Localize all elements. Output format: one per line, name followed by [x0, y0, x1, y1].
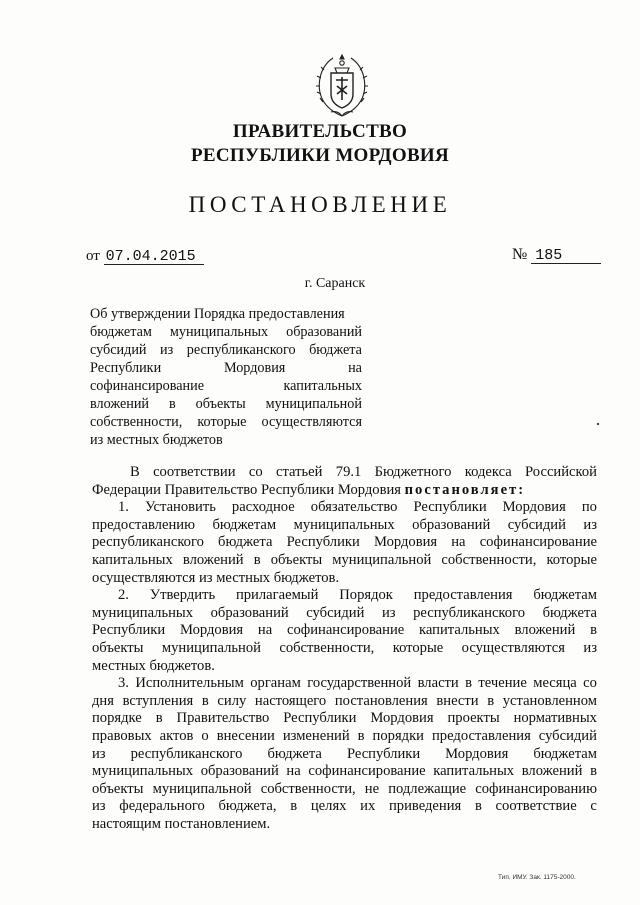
- word: муниципальной: [152, 780, 252, 797]
- word: Республики: [283, 710, 357, 727]
- word: из: [160, 342, 174, 358]
- word: их: [360, 798, 376, 815]
- body-line: [92, 746, 597, 764]
- word: внести: [436, 692, 479, 709]
- word: Правительство: [176, 710, 270, 727]
- word: в: [169, 396, 176, 412]
- word: которые: [546, 551, 597, 568]
- word: на: [451, 534, 466, 551]
- word: бюджета,: [218, 798, 277, 815]
- word: Установить: [144, 499, 216, 516]
- word: муниципальных: [169, 324, 269, 340]
- word: 2.: [118, 587, 129, 604]
- word: федерального: [119, 798, 205, 815]
- word: Исполнительным: [135, 675, 244, 692]
- document-body: [92, 464, 597, 833]
- word: в: [487, 692, 495, 709]
- word: собственности,: [441, 551, 537, 568]
- word: софинансирование: [286, 622, 405, 639]
- body-line: [92, 622, 597, 640]
- print-mark: Тип. ИМУ. Зак. 1175-2000.: [498, 874, 576, 881]
- number-prefix: №: [512, 246, 528, 263]
- document-number: [512, 246, 601, 264]
- word: Республики: [286, 534, 360, 551]
- number-value: 185: [531, 249, 601, 264]
- body-line: [92, 552, 597, 570]
- word: соответствии: [153, 464, 236, 480]
- preamble-line: [92, 482, 597, 500]
- word: капитальных: [92, 551, 173, 568]
- word: республиканского: [186, 342, 296, 358]
- word: субсидий: [90, 342, 147, 358]
- date-value: 07.04.2015: [104, 250, 204, 265]
- word: в: [474, 798, 482, 815]
- word: бюджета: [309, 342, 362, 358]
- body-line: [92, 728, 597, 746]
- word: Российской: [525, 464, 597, 480]
- word: в: [590, 763, 597, 780]
- word: Бюджетного: [374, 464, 452, 480]
- word: образований: [200, 763, 279, 780]
- word: муниципальной: [265, 396, 362, 412]
- word: объекты: [195, 396, 246, 412]
- word: Республики: [346, 745, 421, 762]
- word: субсидий: [538, 727, 597, 744]
- word: силу: [217, 692, 247, 709]
- body-line: [92, 499, 597, 517]
- body-line: [92, 675, 597, 693]
- word: порядки: [372, 727, 424, 744]
- organization-name-line1: ПРАВИТЕЛЬСТВО: [232, 121, 408, 142]
- word: осуществляются: [261, 414, 362, 430]
- word: внесении: [216, 727, 275, 744]
- body-line: [92, 517, 597, 535]
- word: по: [581, 499, 597, 516]
- word: осуществляются: [461, 639, 565, 656]
- word: настоящего: [254, 692, 327, 709]
- word: дня: [92, 692, 114, 709]
- word: в: [290, 798, 298, 815]
- word: в: [201, 692, 209, 709]
- word: месяца: [533, 675, 577, 692]
- word: вложений: [521, 763, 583, 780]
- word: подлежащие: [388, 780, 467, 797]
- word: бюджета: [542, 604, 597, 621]
- word: которые: [197, 414, 247, 430]
- word: образований: [286, 324, 362, 340]
- word: софинансирование: [479, 534, 597, 551]
- word: муниципальных: [92, 604, 194, 621]
- word: государственной: [307, 675, 412, 692]
- issue-city: г. Саранск: [304, 276, 366, 291]
- word: из: [381, 604, 396, 621]
- word: субсидий: [306, 604, 365, 621]
- subject-line: [90, 377, 362, 395]
- word: правовых: [92, 727, 152, 744]
- word: бюджета: [218, 534, 273, 551]
- word: установленном: [502, 692, 597, 709]
- word: Республики: [413, 499, 487, 516]
- word: предоставления: [432, 727, 531, 744]
- word: В: [130, 464, 140, 480]
- body-line: местных бюджетов.: [92, 657, 215, 674]
- word: кодекса: [464, 464, 512, 480]
- word: муниципальных: [293, 516, 395, 533]
- word: постановления: [334, 692, 428, 709]
- word: проекты: [447, 710, 500, 727]
- word: объекты: [92, 639, 144, 656]
- word: органам: [250, 675, 301, 692]
- word: вложений: [514, 622, 576, 639]
- word: бюджетам: [533, 745, 597, 762]
- word: собственности,: [260, 780, 356, 797]
- word: муниципальной: [161, 639, 261, 656]
- word: на: [348, 360, 362, 376]
- word: из: [583, 639, 597, 656]
- word: о: [201, 727, 209, 744]
- word: Республики: [92, 622, 166, 639]
- word: Мордовия: [179, 622, 244, 639]
- word: республиканского: [413, 604, 525, 621]
- word: образований: [412, 516, 491, 533]
- document-date: [86, 248, 204, 265]
- subject-line: [90, 359, 362, 377]
- date-prefix: от: [86, 248, 100, 264]
- word: Мордовия: [445, 745, 509, 762]
- preamble-verb: постановляет:: [404, 481, 526, 498]
- word: объекты: [270, 551, 323, 568]
- word: образований: [210, 604, 289, 621]
- body-line: [92, 534, 597, 552]
- word: капитальных: [419, 622, 500, 639]
- subject-line: [90, 413, 362, 431]
- word: Мордовия: [502, 499, 566, 516]
- body-line: [92, 587, 597, 605]
- word: Мордовия: [373, 534, 438, 551]
- word: в: [155, 710, 163, 727]
- document-type-title: ПОСТАНОВЛЕНИЕ: [188, 192, 452, 217]
- subject-line: [90, 323, 362, 341]
- body-line: [92, 798, 597, 816]
- word: обязательство: [310, 499, 398, 516]
- word: 79.1: [335, 464, 362, 480]
- body-line: осуществляются из местных бюджетов.: [92, 569, 340, 586]
- word: 1.: [118, 499, 129, 516]
- word: капитальных: [283, 378, 362, 394]
- word: бюджетам: [90, 324, 152, 340]
- word: собственности,: [90, 414, 183, 430]
- word: на: [286, 763, 301, 780]
- word: в: [590, 622, 597, 639]
- subject-line: [90, 395, 362, 413]
- word: со: [583, 675, 597, 692]
- body-line: [92, 710, 597, 728]
- word: в: [357, 727, 365, 744]
- word: из: [92, 745, 106, 762]
- word: расходное: [231, 499, 295, 516]
- word: 3.: [118, 675, 129, 692]
- document-subject: [90, 305, 362, 449]
- body-line: настоящим постановлением.: [92, 815, 271, 832]
- preamble-line: [92, 464, 597, 482]
- word: муниципальной: [332, 551, 432, 568]
- word: соответствие: [495, 798, 577, 815]
- subject-line: из местных бюджетов: [90, 432, 223, 448]
- word: прилагаемый: [235, 587, 319, 604]
- word: в: [465, 675, 473, 692]
- word: Мордовия: [223, 360, 286, 376]
- word: софинансирование: [308, 763, 426, 780]
- word: вложений: [182, 551, 244, 568]
- word: актов: [159, 727, 194, 744]
- word: вступления: [122, 692, 194, 709]
- word: софинансирование: [90, 378, 205, 394]
- body-line: [92, 763, 597, 781]
- body-line: [92, 781, 597, 799]
- word: вложений: [90, 396, 150, 412]
- word: республиканского: [92, 534, 204, 551]
- word: капитальных: [433, 763, 515, 780]
- word: нормативных: [513, 710, 597, 727]
- preamble-text: Федерации Правительство Республики Мордовия: [92, 481, 401, 498]
- word: Порядок: [339, 587, 393, 604]
- word: из: [92, 798, 106, 815]
- organization-name-line2: РЕСПУБЛИКИ МОРДОВИЯ: [190, 145, 450, 166]
- word: Республики: [90, 360, 162, 376]
- word: муниципальных: [92, 763, 194, 780]
- word: целях: [310, 798, 347, 815]
- coat-of-arms-icon: [311, 50, 373, 120]
- word: объекты: [92, 780, 144, 797]
- word: статьей: [275, 464, 323, 480]
- word: Утвердить: [149, 587, 216, 604]
- word: не: [364, 780, 380, 797]
- body-line: [92, 605, 597, 623]
- body-line: [92, 640, 597, 658]
- word: республиканского: [130, 745, 243, 762]
- margin-mark: [597, 423, 599, 425]
- word: порядке: [92, 710, 142, 727]
- word: из: [583, 516, 597, 533]
- word: со: [248, 464, 263, 480]
- word: на: [257, 622, 273, 639]
- word: бюджетам: [533, 587, 597, 604]
- word: в: [253, 551, 261, 568]
- word: течение: [478, 675, 527, 692]
- word: софинансированию: [475, 780, 597, 797]
- word: с: [590, 798, 597, 815]
- word: предоставлению: [92, 516, 195, 533]
- word: субсидий: [507, 516, 566, 533]
- word: собственности,: [279, 639, 375, 656]
- word: приведения: [388, 798, 462, 815]
- subject-line: [90, 341, 362, 359]
- body-line: [92, 693, 597, 711]
- word: бюджетам: [212, 516, 277, 533]
- word: бюджета: [267, 745, 322, 762]
- word: Мордовия: [370, 710, 434, 727]
- subject-line: Об утверждении Порядка предоставления: [90, 306, 345, 322]
- word: власти: [417, 675, 459, 692]
- word: изменений: [282, 727, 350, 744]
- word: предоставления: [413, 587, 513, 604]
- word: которые: [392, 639, 444, 656]
